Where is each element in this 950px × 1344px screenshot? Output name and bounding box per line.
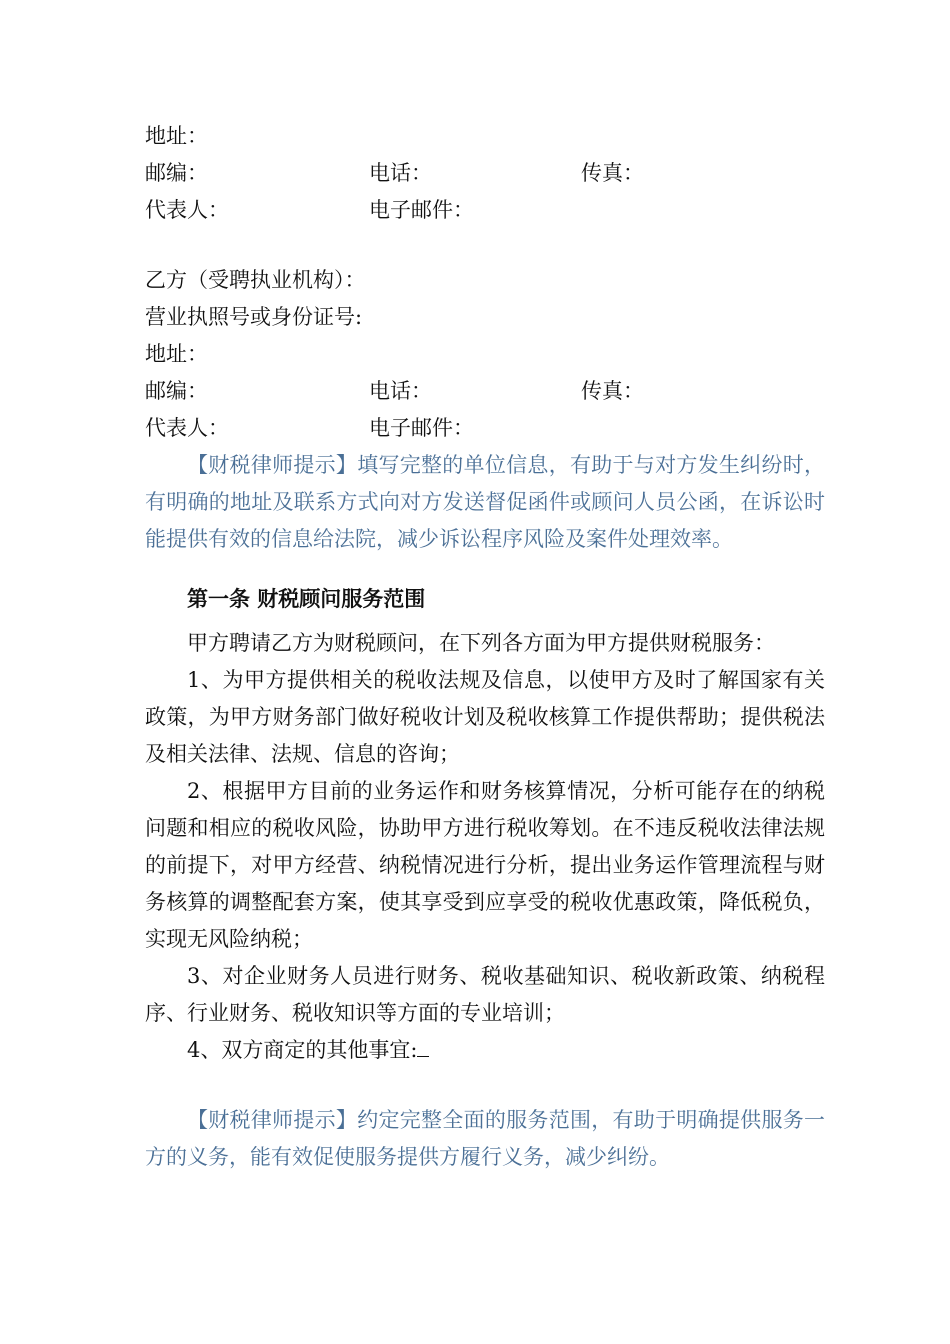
postcode-label: 邮编：	[145, 379, 208, 403]
lawyer-tip-note-2: 【财税律师提示】约定完整全面的服务范围，有助于明确提供服务一方的义务，能有效促使服务提供方履行义务，减少纠纷。	[145, 1108, 825, 1169]
party-b-contact-line	[145, 373, 825, 410]
article-intro: 甲方聘请乙方为财税顾问，在下列各方面为甲方提供财税服务：	[187, 631, 775, 655]
article-item-2: 2、根据甲方目前的业务运作和财务核算情况，分析可能存在的纳税问题和相应的税收风险，协助甲方进行税收筹划。在不违反税收法律法规的前提下，对甲方经营、纳税情况进行分析，提出业务运作管理流程与财务核算的调整配套方案，使其享受到应享受的税收优惠政策，降低税负，实现无风险纳税；	[145, 779, 825, 951]
article-item-4: 4、双方商定的其他事宜:	[145, 1032, 825, 1069]
license-label: 营业执照号或身份证号:	[145, 305, 363, 329]
fill-in-blank[interactable]	[417, 1038, 429, 1057]
fax-label: 传真：	[581, 379, 644, 403]
phone-label: 电话：	[369, 161, 432, 185]
party-b-license-line	[145, 299, 825, 336]
party-a-contact-line	[145, 155, 825, 192]
lawyer-tip-note: 【财税律师提示】填写完整的单位信息，有助于与对方发生纠纷时，有明确的地址及联系方式向对方发送督促函件或顾问人员公函，在诉讼时能提供有效的信息给法院，减少诉讼程序风险及案件处理效率。	[145, 453, 825, 551]
email-label: 电子邮件：	[369, 416, 474, 440]
address-label: 地址：	[145, 342, 208, 366]
article-item-3: 3、对企业财务人员进行财务、税收基础知识、税收新政策、纳税程序、行业财务、税收知识等方面的专业培训；	[145, 964, 825, 1025]
phone-label: 电话：	[369, 379, 432, 403]
fax-label: 传真：	[581, 161, 644, 185]
article-item-1: 1、为甲方提供相关的税收法规及信息，以使甲方及时了解国家有关政策，为甲方财务部门做好税收计划及税收核算工作提供帮助；提供税法及相关法律、法规、信息的咨询；	[145, 668, 825, 766]
party-a-rep-line	[145, 192, 825, 229]
rep-label: 代表人：	[145, 416, 229, 440]
postcode-label: 邮编：	[145, 161, 208, 185]
party-a-address-line	[145, 118, 825, 155]
email-label: 电子邮件：	[369, 198, 474, 222]
article-heading: 第一条 财税顾问服务范围	[187, 586, 426, 611]
party-b-address-line	[145, 336, 825, 373]
rep-label: 代表人：	[145, 198, 229, 222]
document-page	[145, 118, 825, 1176]
address-label: 地址：	[145, 124, 208, 148]
party-b-rep-line	[145, 410, 825, 447]
party-b-title: 乙方（受聘执业机构）：	[145, 268, 366, 292]
